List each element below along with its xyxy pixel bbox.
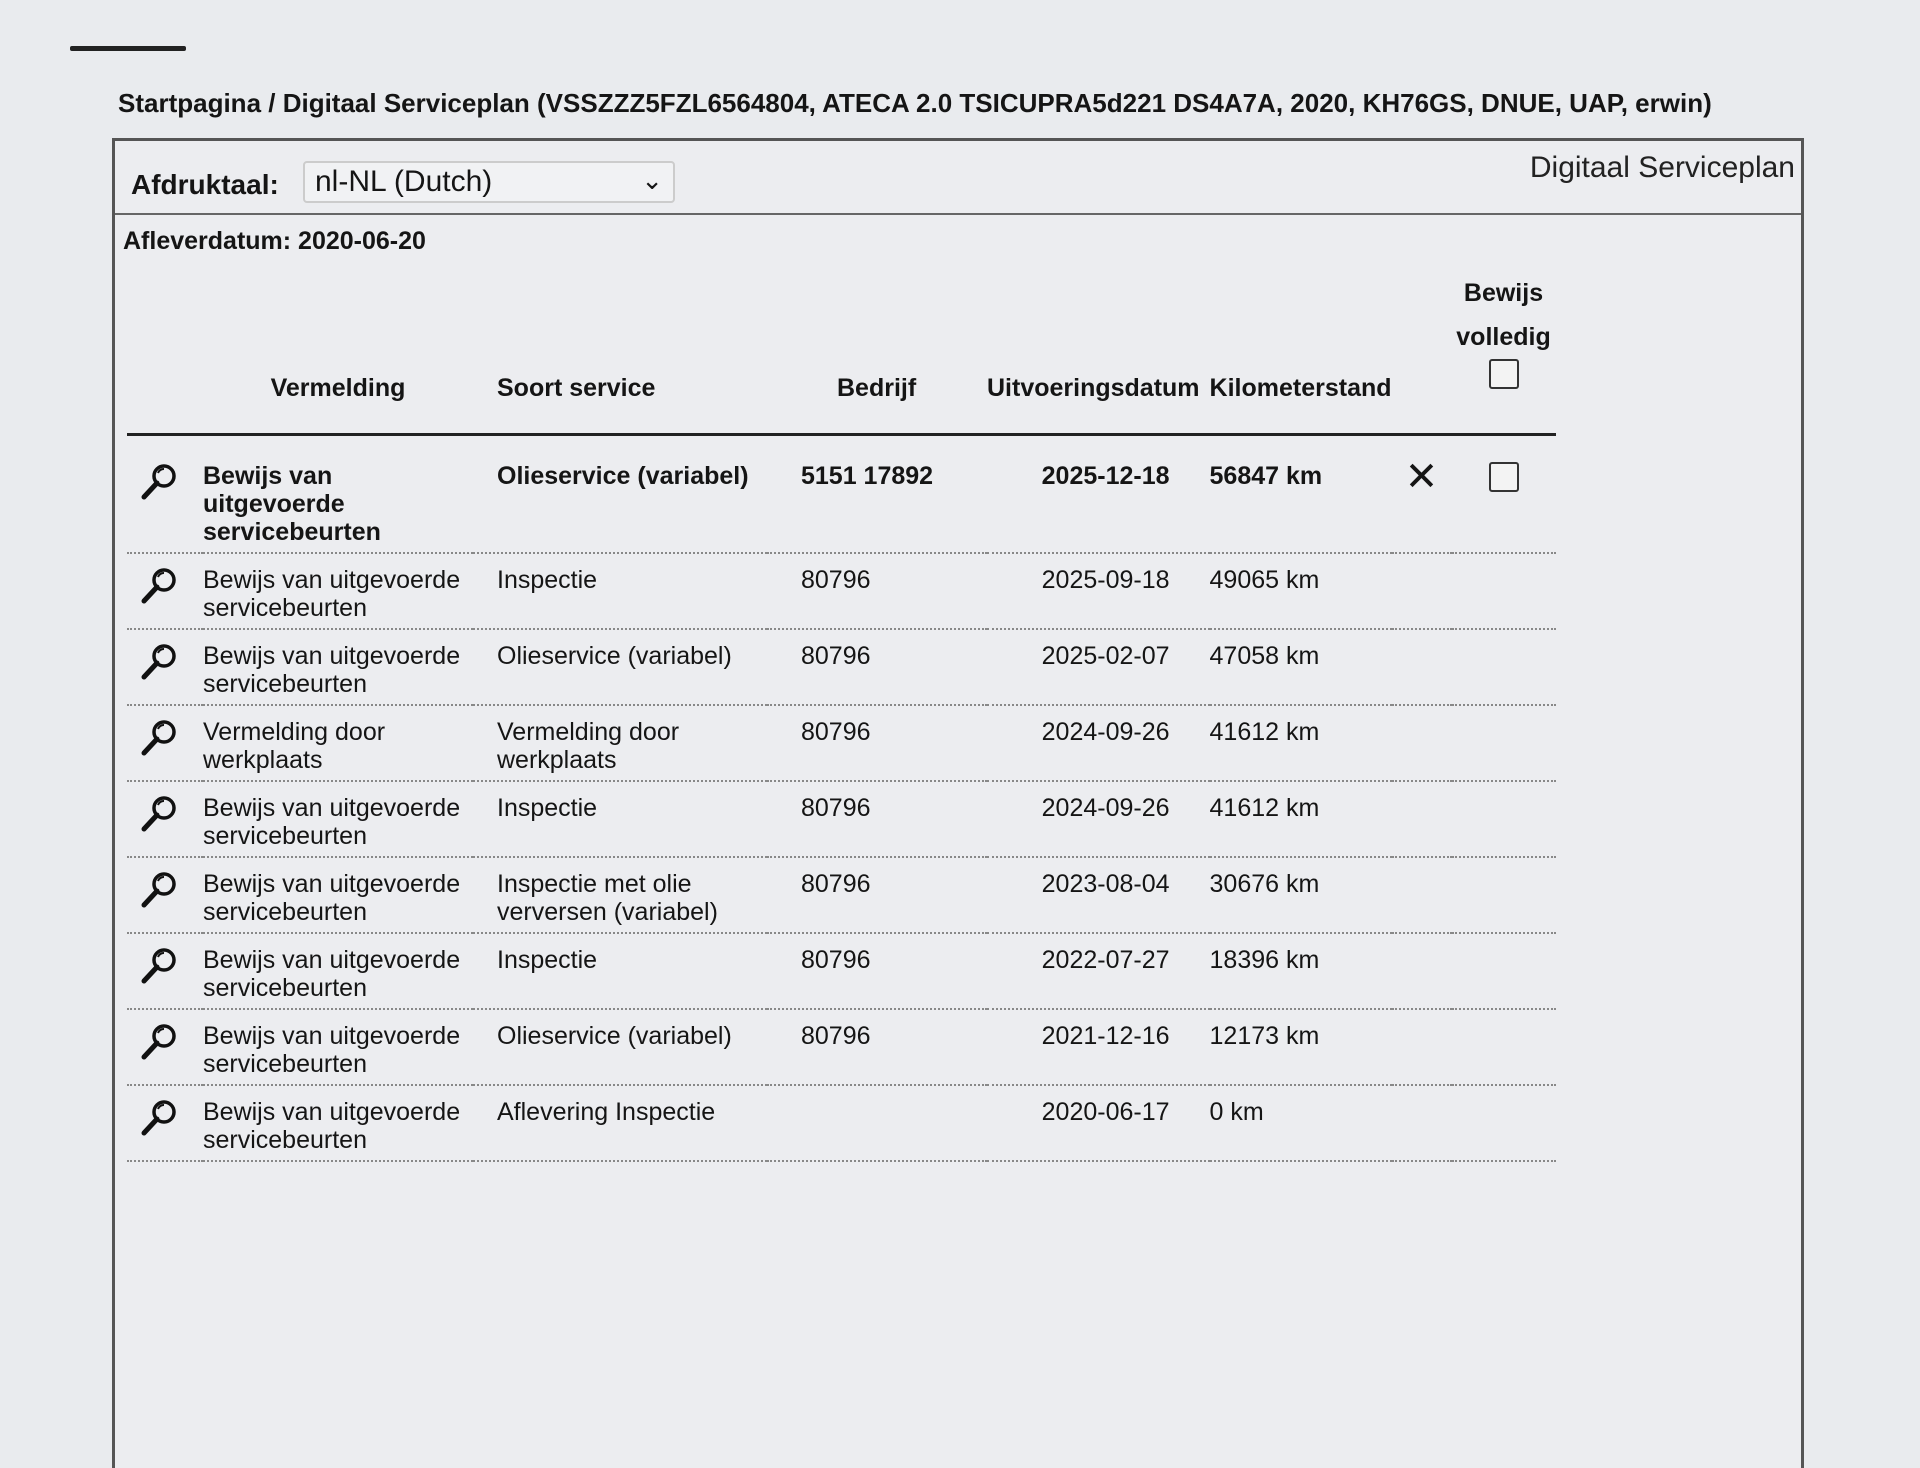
cell-bewijs: [1452, 782, 1556, 858]
cell-datum: 2025-09-18: [987, 554, 1210, 630]
header-bewijs-line1: Bewijs: [1463, 279, 1544, 307]
cell-soort: Inspectie met olie verversen (variabel): [473, 858, 767, 934]
cell-bewijs: [1452, 630, 1556, 706]
table-row: [127, 630, 1556, 706]
cell-km: 18396 km: [1210, 934, 1392, 1010]
table-row: [127, 554, 1556, 630]
cell-datum: 2020-06-17: [987, 1086, 1210, 1162]
cell-datum: 2022-07-27: [987, 934, 1210, 1010]
cell-soort: Inspectie: [473, 782, 767, 858]
table-header-row: [127, 271, 1556, 436]
chevron-down-icon: ⌄: [641, 165, 663, 195]
cell-delete: [1392, 782, 1452, 858]
header-vermelding: Vermelding: [203, 271, 473, 436]
header-datum: Uitvoeringsdatum: [987, 271, 1210, 436]
cell-soort: Olieservice (variabel): [473, 436, 767, 554]
cell-km: 56847 km: [1210, 436, 1392, 554]
cell-bedrijf: 80796: [767, 706, 987, 782]
breadcrumb: Startpagina / Digitaal Serviceplan (VSSZZZ5FZL6564804, ATECA 2.0 TSICUPRA5d221 DS4A7A, 2020, KH76GS, DNUE, UAP, erwin): [118, 88, 1712, 118]
cell-vermelding: Bewijs van uitgevoerde servicebeurten: [203, 630, 473, 706]
view-cell: [127, 554, 203, 630]
cell-vermelding: Vermelding door werkplaats: [203, 706, 473, 782]
cell-bedrijf: 80796: [767, 934, 987, 1010]
cell-datum: 2024-09-26: [987, 782, 1210, 858]
magnifier-icon[interactable]: [139, 462, 179, 502]
magnifier-icon[interactable]: [139, 718, 179, 758]
table-row: [127, 436, 1556, 554]
cell-bedrijf: 80796: [767, 630, 987, 706]
cell-vermelding: Bewijs van uitgevoerde servicebeurten: [203, 858, 473, 934]
cell-soort: Inspectie: [473, 554, 767, 630]
magnifier-icon[interactable]: [139, 642, 179, 682]
cell-bewijs: [1452, 706, 1556, 782]
cell-datum: 2023-08-04: [987, 858, 1210, 934]
cell-bedrijf: 80796: [767, 554, 987, 630]
view-cell: [127, 706, 203, 782]
view-cell: [127, 436, 203, 554]
header-bedrijf: Bedrijf: [767, 271, 987, 436]
cell-km: 47058 km: [1210, 630, 1392, 706]
cell-bewijs: [1452, 1086, 1556, 1162]
magnifier-icon[interactable]: [139, 1022, 179, 1062]
cell-datum: 2025-02-07: [987, 630, 1210, 706]
cell-bewijs: [1452, 858, 1556, 934]
cell-bewijs: [1452, 436, 1556, 554]
header-delete-col: [1392, 271, 1452, 436]
language-label: Afdruktaal:: [131, 169, 279, 200]
cell-soort: Olieservice (variabel): [473, 630, 767, 706]
table-row: [127, 1010, 1556, 1086]
view-cell: [127, 1086, 203, 1162]
header-icon-col: [127, 271, 203, 436]
cell-km: 30676 km: [1210, 858, 1392, 934]
table-row: [127, 706, 1556, 782]
view-cell: [127, 630, 203, 706]
header-soort: Soort service: [473, 271, 767, 436]
cell-soort: Inspectie: [473, 934, 767, 1010]
select-all-checkbox[interactable]: [1489, 359, 1519, 389]
cell-bedrijf: [767, 1086, 987, 1162]
cell-delete: [1392, 1086, 1452, 1162]
delete-icon[interactable]: ✕: [1404, 455, 1439, 499]
magnifier-icon[interactable]: [139, 794, 179, 834]
cell-km: 0 km: [1210, 1086, 1392, 1162]
cell-bewijs: [1452, 1010, 1556, 1086]
view-cell: [127, 782, 203, 858]
table-row: [127, 934, 1556, 1010]
view-cell: [127, 1010, 203, 1086]
cell-delete: [1392, 630, 1452, 706]
delivery-date: Afleverdatum: 2020-06-20: [123, 227, 426, 255]
magnifier-icon[interactable]: [139, 946, 179, 986]
cell-vermelding: Bewijs van uitgevoerde servicebeurten: [203, 436, 473, 554]
language-select-value: nl-NL (Dutch): [315, 165, 493, 198]
cell-delete: [1392, 1010, 1452, 1086]
cell-bewijs: [1452, 554, 1556, 630]
magnifier-icon[interactable]: [139, 566, 179, 606]
service-table: [127, 271, 1556, 1162]
cell-delete: [1392, 436, 1452, 554]
header-bewijs: [1452, 271, 1556, 436]
cell-delete: [1392, 554, 1452, 630]
cell-delete: [1392, 706, 1452, 782]
cell-km: 12173 km: [1210, 1010, 1392, 1086]
panel-title: Digitaal Serviceplan: [1529, 151, 1795, 184]
magnifier-icon[interactable]: [139, 870, 179, 910]
cell-vermelding: Bewijs van uitgevoerde servicebeurten: [203, 934, 473, 1010]
cell-bedrijf: 80796: [767, 858, 987, 934]
cell-vermelding: Bewijs van uitgevoerde servicebeurten: [203, 554, 473, 630]
cell-km: 41612 km: [1210, 706, 1392, 782]
cell-datum: 2024-09-26: [987, 706, 1210, 782]
cell-bewijs: [1452, 934, 1556, 1010]
cell-soort: Olieservice (variabel): [473, 1010, 767, 1086]
cell-datum: 2025-12-18: [987, 436, 1210, 554]
table-row: [127, 782, 1556, 858]
cell-datum: 2021-12-16: [987, 1010, 1210, 1086]
panel-header: [115, 141, 1801, 215]
cell-bedrijf: 80796: [767, 1010, 987, 1086]
table-row: [127, 858, 1556, 934]
header-bewijs-line2: volledig: [1456, 323, 1551, 351]
service-plan-panel: [112, 138, 1804, 1468]
language-select[interactable]: [303, 161, 675, 203]
cell-vermelding: Bewijs van uitgevoerde servicebeurten: [203, 1086, 473, 1162]
table-row: [127, 1086, 1556, 1162]
top-dash-line: [70, 46, 186, 51]
cell-delete: [1392, 858, 1452, 934]
cell-vermelding: Bewijs van uitgevoerde servicebeurten: [203, 1010, 473, 1086]
view-cell: [127, 934, 203, 1010]
cell-soort: Aflevering Inspectie: [473, 1086, 767, 1162]
cell-vermelding: Bewijs van uitgevoerde servicebeurten: [203, 782, 473, 858]
header-km: Kilometerstand: [1210, 271, 1392, 436]
magnifier-icon[interactable]: [139, 1098, 179, 1138]
cell-km: 41612 km: [1210, 782, 1392, 858]
bewijs-checkbox[interactable]: [1489, 462, 1519, 492]
cell-bedrijf: 5151 17892: [767, 436, 987, 554]
cell-km: 49065 km: [1210, 554, 1392, 630]
cell-bedrijf: 80796: [767, 782, 987, 858]
cell-delete: [1392, 934, 1452, 1010]
view-cell: [127, 858, 203, 934]
cell-soort: Vermelding door werkplaats: [473, 706, 767, 782]
